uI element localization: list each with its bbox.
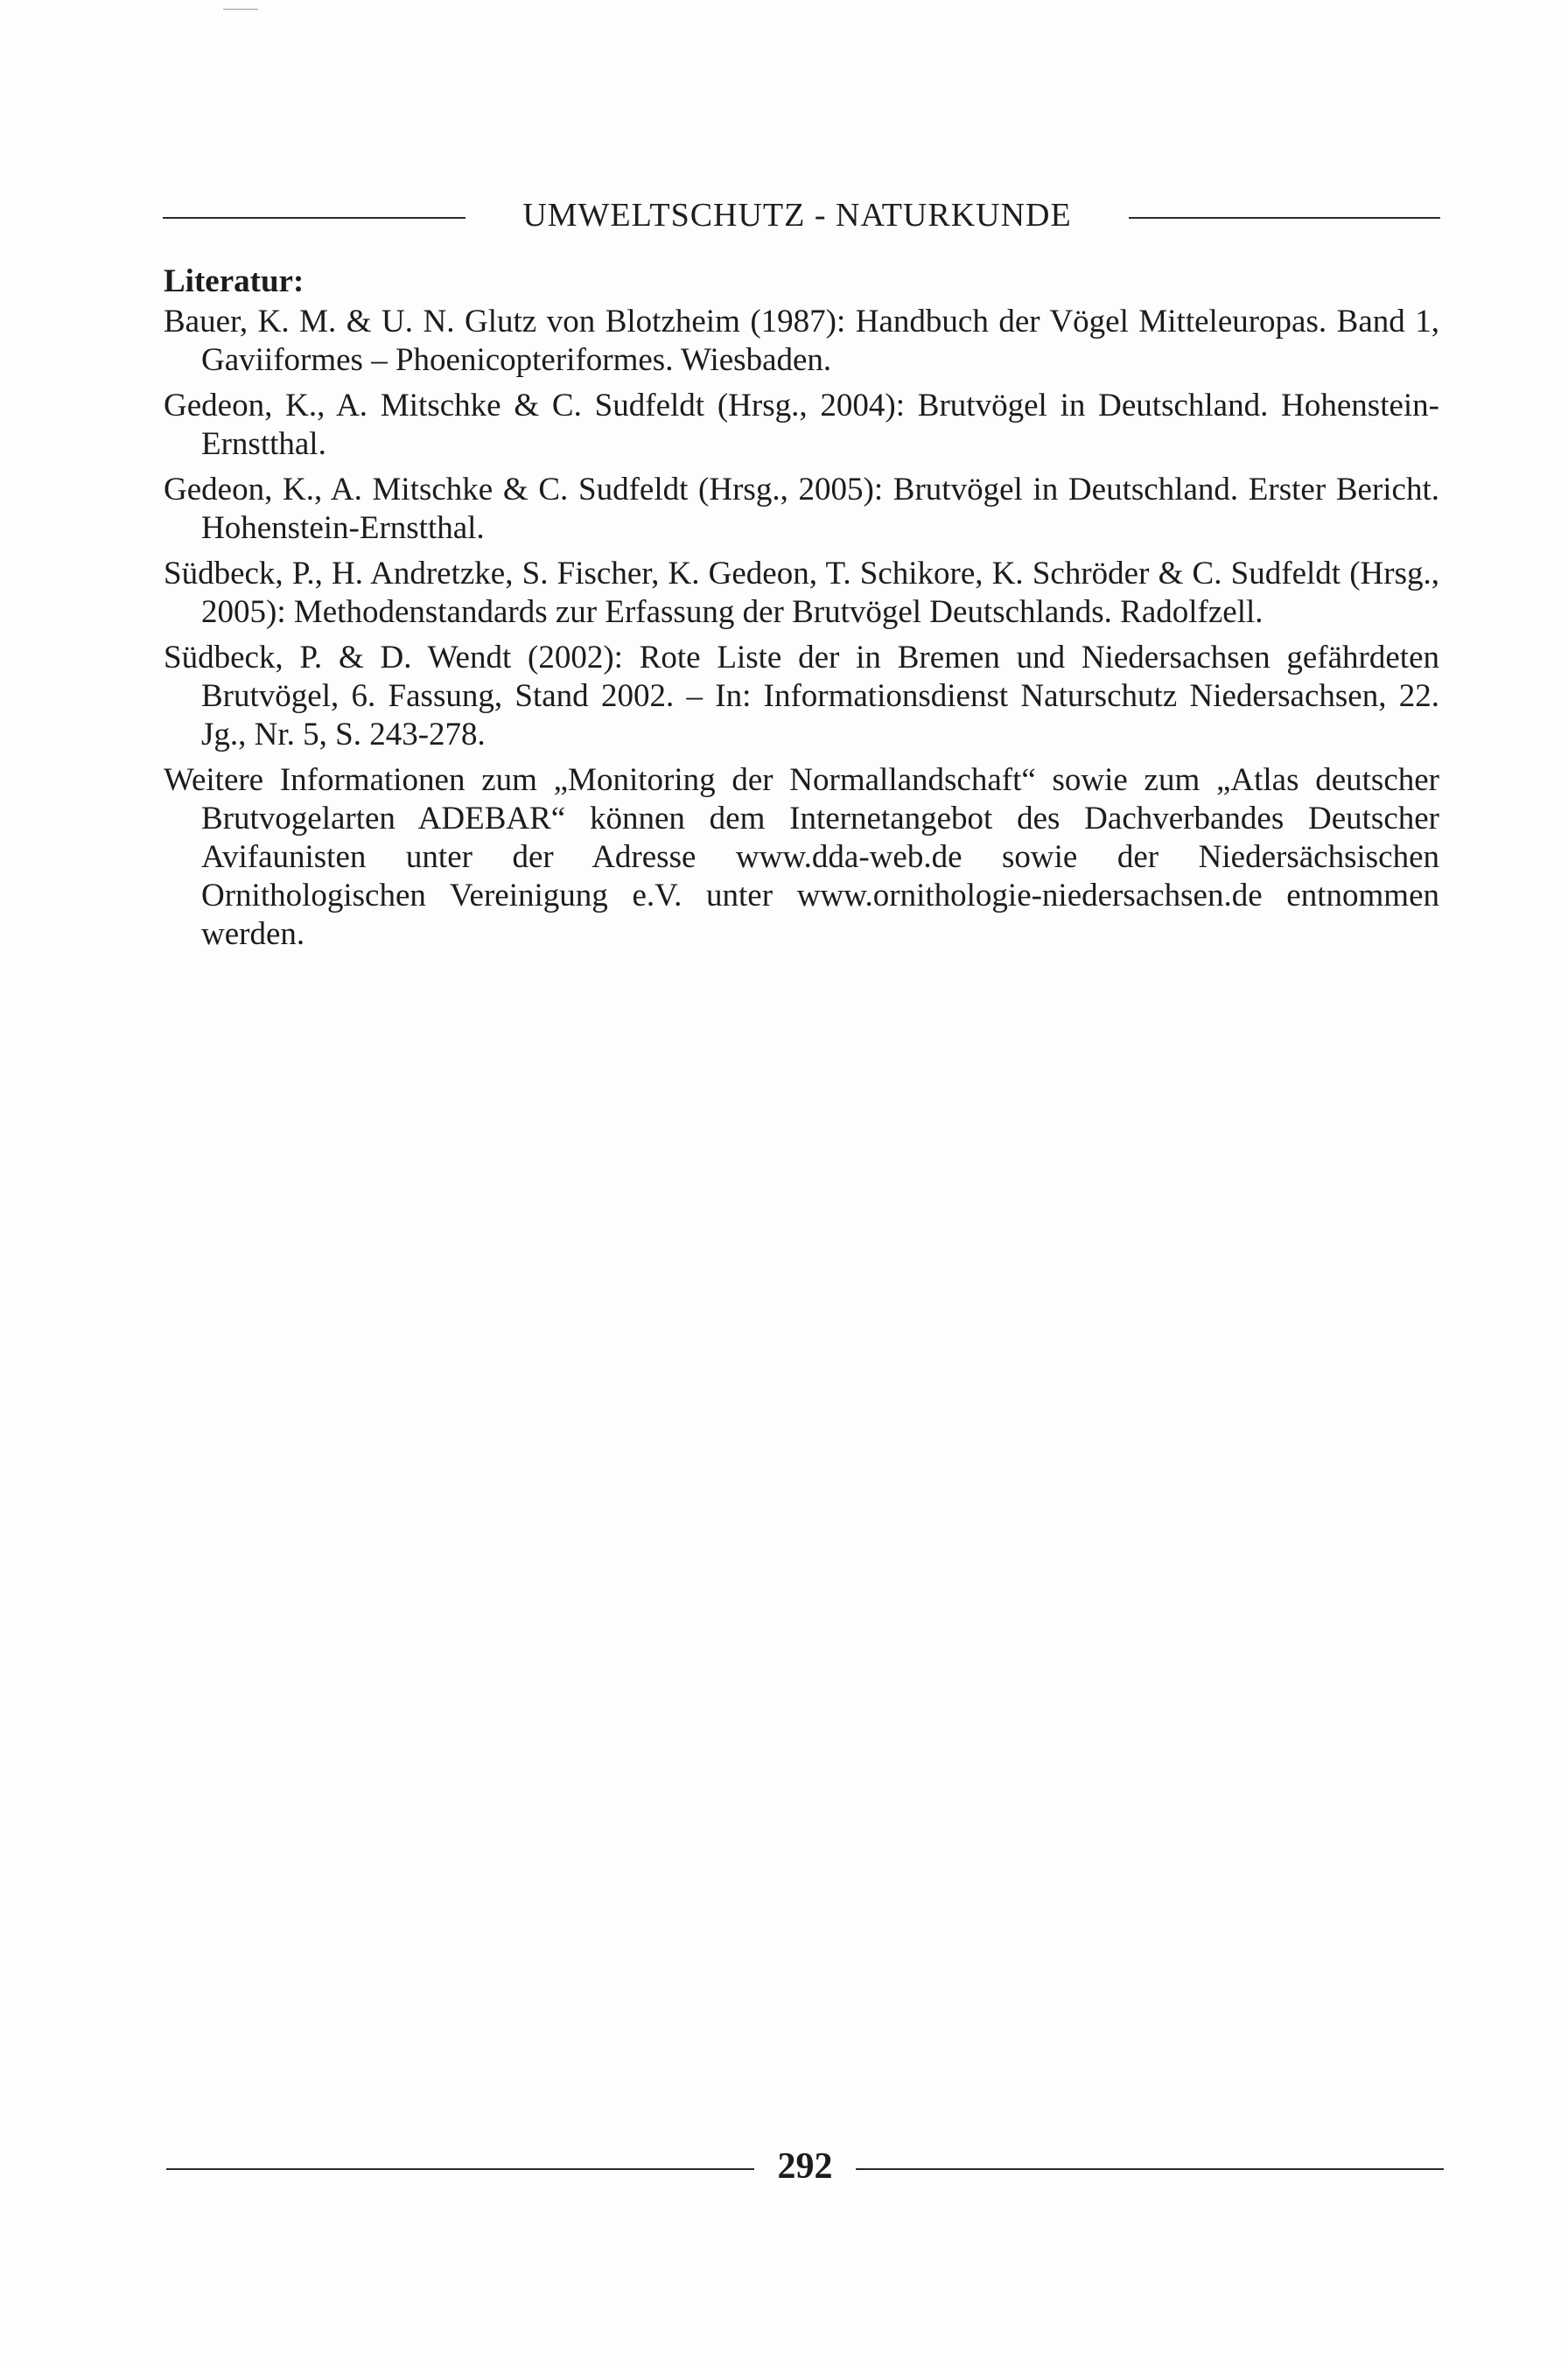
footer-rule-left xyxy=(166,2168,754,2170)
page-footer xyxy=(166,2142,1444,2194)
header-rule-right xyxy=(1129,217,1440,219)
page-number: 292 xyxy=(777,2146,833,2187)
further-information-paragraph: Weitere Informationen zum „Monitoring der Normallandschaft“ sowie zum „Atlas deutscher Brutvogelarten ADEBAR“ können dem Internetangebot des Dachverbandes Deutscher Avifaunisten unter der Adresse www.dda-web.de sowie der Niedersächsischen Ornithologischen Vereinigung e.V. unter www.ornithologie-niedersachsen.de entnommen werden. xyxy=(164,762,1439,952)
reference-entry: Gedeon, K., A. Mitschke & C. Sudfeldt (Hrsg., 2004): Brutvögel in Deutschland. Hohenstein-Ernstthal. xyxy=(164,388,1439,462)
running-header-title: UMWELTSCHUTZ - NATURKUNDE xyxy=(522,197,1072,234)
running-header xyxy=(163,191,1440,243)
reference-entry: Bauer, K. M. & U. N. Glutz von Blotzheim (1987): Handbuch der Vögel Mitteleuropas. Band 1, Gaviiformes – Phoenicopteriformes. Wiesbaden. xyxy=(164,304,1439,378)
footer-rule-right xyxy=(856,2168,1444,2170)
reference-entry: Gedeon, K., A. Mitschke & C. Sudfeldt (Hrsg., 2005): Brutvögel in Deutschland. Erster Bericht. Hohenstein-Ernstthal. xyxy=(164,472,1439,546)
header-rule-left xyxy=(163,217,466,219)
reference-entry: Südbeck, P., H. Andretzke, S. Fischer, K. Gedeon, T. Schikore, K. Schröder & C. Sudfeldt (Hrsg., 2005): Methodenstandards zur Erfassung der Brutvögel Deutschlands. Radolfzell. xyxy=(164,556,1439,630)
reference-entry: Südbeck, P. & D. Wendt (2002): Rote Liste der in Bremen und Niedersachsen gefährdeten Brutvögel, 6. Fassung, Stand 2002. – In: Informationsdienst Naturschutz Niedersachsen, 22. Jg., Nr. 5, S. 243-278. xyxy=(164,640,1439,752)
literature-heading: Literatur: xyxy=(164,263,304,299)
literature-section xyxy=(164,262,1439,954)
scan-mark xyxy=(223,9,258,10)
